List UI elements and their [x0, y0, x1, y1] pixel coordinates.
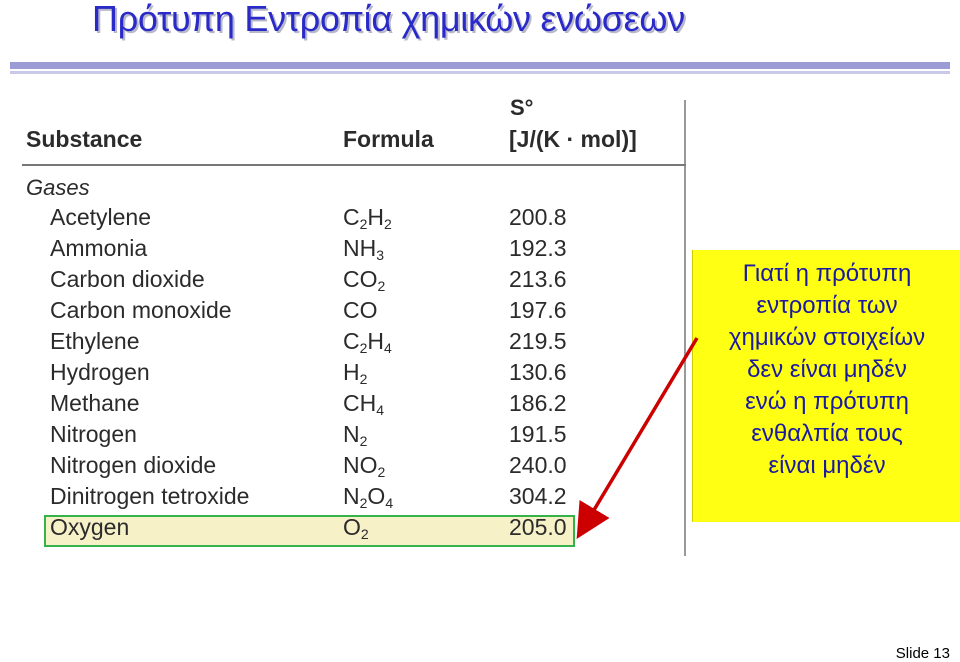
callout-line: ενθαλπία τους	[751, 420, 903, 447]
entropy-value: 191.5	[509, 421, 567, 447]
table-row	[22, 204, 686, 235]
callout-line: χημικών στοιχείων	[728, 324, 926, 351]
table-row	[22, 483, 686, 514]
entropy-value: 205.0	[509, 514, 567, 540]
slide-title: Πρότυπη Εντροπία χημικών ενώσεων	[92, 0, 685, 39]
header-substance: Substance	[26, 126, 143, 152]
header-value-symbol: S°	[510, 95, 534, 120]
entropy-value: 186.2	[509, 390, 567, 416]
substance-formula: $N_2$	[343, 421, 368, 449]
callout-text	[693, 258, 960, 482]
callout-line: δεν είναι μηδέν	[747, 356, 907, 383]
entropy-value: 213.6	[509, 266, 567, 292]
substance-name: Hydrogen	[50, 359, 150, 385]
substance-name: Dinitrogen tetroxide	[50, 483, 250, 509]
substance-formula: $O_2$	[343, 514, 369, 542]
callout-line: εντροπία των	[756, 292, 898, 319]
header-value-units: [J/(K · mol)]	[509, 126, 637, 152]
table-row	[22, 359, 686, 390]
title-underline	[10, 62, 950, 69]
table-row	[22, 266, 686, 297]
substance-formula: $C_2H_2$	[343, 204, 392, 232]
header-rule	[22, 164, 686, 166]
substance-formula: $NO_2$	[343, 452, 386, 480]
entropy-value: 240.0	[509, 452, 567, 478]
title-underline-shadow	[10, 71, 950, 74]
substance-formula: $NH_3$	[343, 235, 385, 263]
substance-formula: $CO_2$	[343, 266, 386, 294]
entropy-value: 197.6	[509, 297, 567, 323]
table-row	[22, 421, 686, 452]
question-callout	[692, 250, 960, 522]
entropy-value: 304.2	[509, 483, 567, 509]
entropy-value: 130.6	[509, 359, 567, 385]
entropy-value: 200.8	[509, 204, 567, 230]
substance-formula: CO	[343, 297, 378, 323]
header-formula: Formula	[343, 126, 434, 152]
table-row	[22, 514, 686, 545]
substance-name: Ammonia	[50, 235, 148, 261]
substance-formula: $CH_4$	[343, 390, 385, 418]
substance-name: Acetylene	[50, 204, 152, 230]
group-label-gases: Gases	[26, 175, 90, 200]
callout-line: ενώ η πρότυπη	[745, 388, 909, 415]
substance-formula: $N_2O_4$	[343, 483, 394, 511]
table-row	[22, 390, 686, 421]
slide-number: Slide 13	[895, 645, 950, 662]
substance-name: Ethylene	[50, 328, 140, 354]
substance-formula: $H_2$	[343, 359, 368, 387]
substance-name: Nitrogen	[50, 421, 137, 447]
substance-name: Oxygen	[50, 514, 130, 540]
substance-name: Methane	[50, 390, 140, 416]
substance-name: Carbon monoxide	[50, 297, 232, 323]
table-row	[22, 235, 686, 266]
substance-name: Carbon dioxide	[50, 266, 205, 292]
entropy-value: 192.3	[509, 235, 567, 261]
substance-name: Nitrogen dioxide	[50, 452, 217, 478]
table-row	[22, 328, 686, 359]
substance-formula: $C_2H_4$	[343, 328, 392, 356]
callout-line: είναι μηδέν	[768, 452, 886, 479]
callout-line: Γιατί η πρότυπη	[742, 260, 912, 287]
table-row	[22, 297, 686, 328]
table-row	[22, 452, 686, 483]
entropy-value: 219.5	[509, 328, 567, 354]
